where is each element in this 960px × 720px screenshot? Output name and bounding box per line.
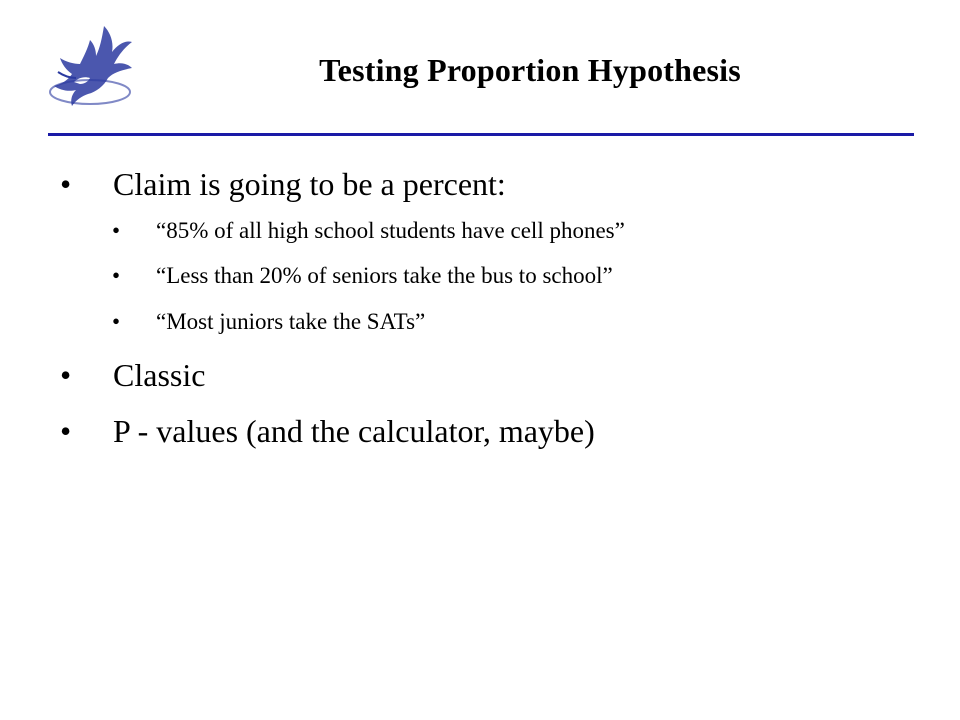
- bullet-dot-icon: •: [60, 166, 72, 202]
- bullet-text: P - values (and the calculator, maybe): [113, 413, 595, 449]
- sub-bullet-text: “Most juniors take the SATs”: [156, 309, 426, 334]
- sub-bullet-text: “85% of all high school students have cell phones”: [156, 218, 625, 243]
- bullet-text: Claim is going to be a percent:: [113, 166, 506, 202]
- bullet-dot-icon: •: [60, 357, 72, 393]
- eagle-logo-icon: [44, 22, 136, 114]
- bullet-dot-icon: •: [112, 218, 121, 243]
- slide-title: Testing Proportion Hypothesis: [319, 52, 741, 88]
- sub-bullet-text: “Less than 20% of seniors take the bus to school”: [156, 263, 613, 288]
- bullet-dot-icon: •: [60, 413, 72, 449]
- bullet-dot-icon: •: [112, 263, 121, 288]
- bullet-text: Classic: [113, 357, 206, 393]
- bullet-dot-icon: •: [112, 309, 121, 334]
- title-divider: [48, 133, 914, 136]
